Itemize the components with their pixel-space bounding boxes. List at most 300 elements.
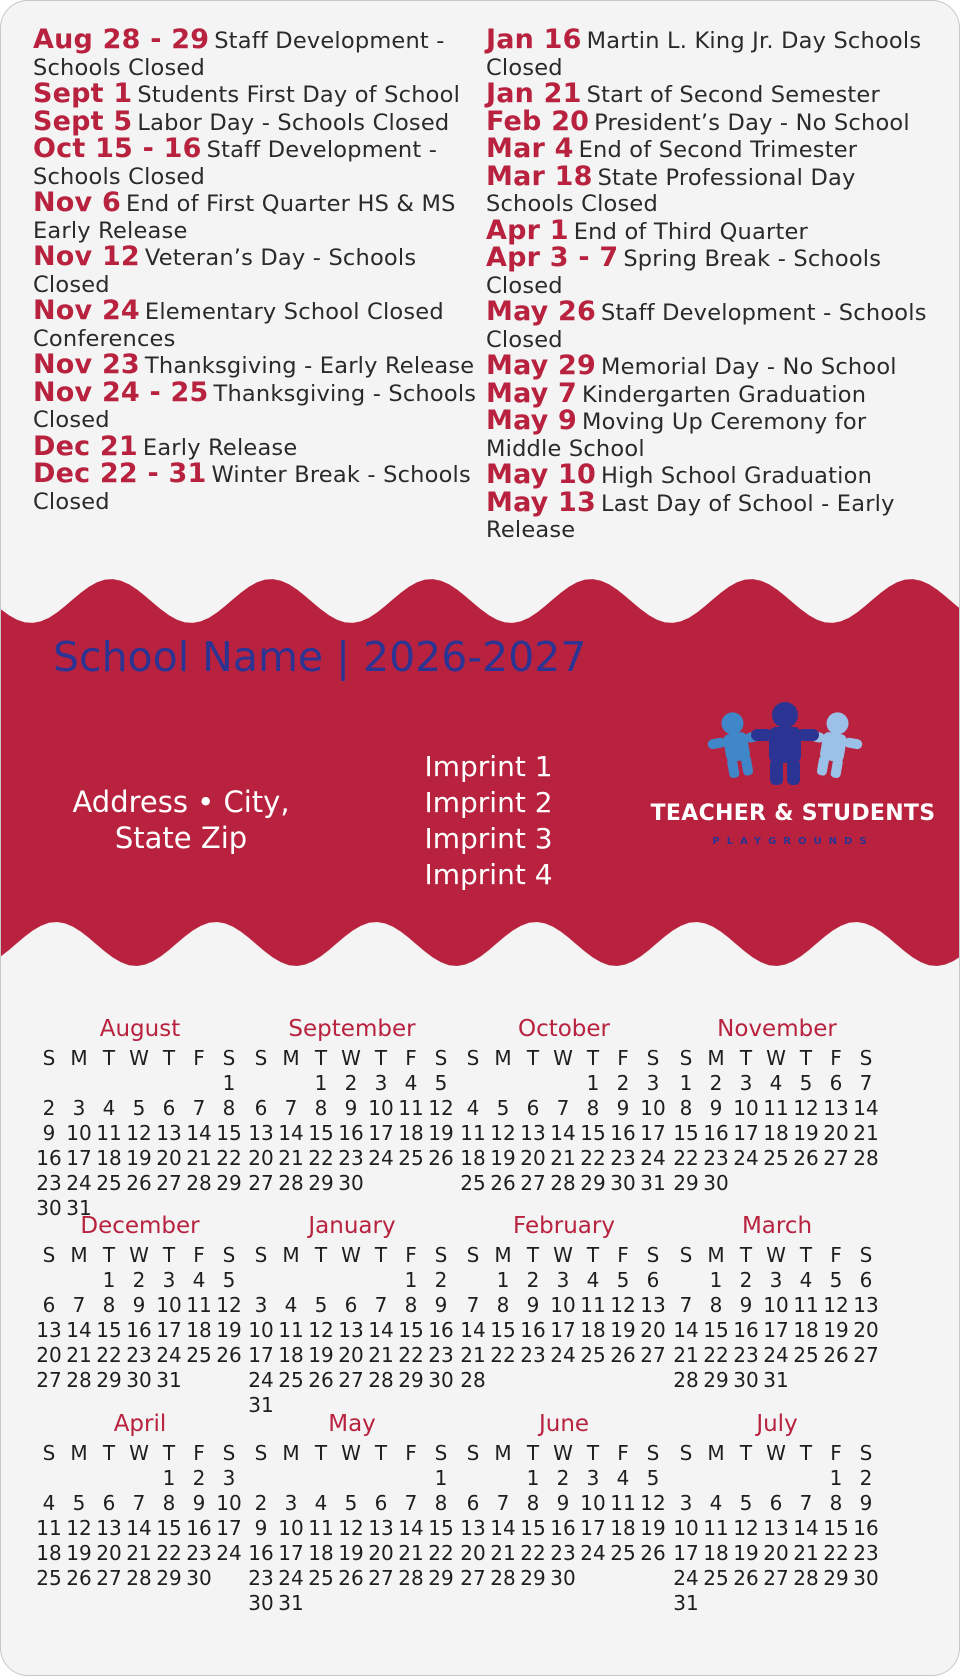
empty-cell [306, 1466, 336, 1491]
month-february [458, 1213, 670, 1393]
day-cell: 20 [460, 1541, 486, 1565]
day-cell: 17 [763, 1318, 789, 1342]
weekday-header: S [679, 1046, 693, 1070]
day-cell: 21 [186, 1146, 212, 1170]
day-cell: 22 [520, 1541, 546, 1565]
day-cell: 25 [763, 1146, 789, 1170]
day-cell: 30 [186, 1566, 212, 1590]
calendar-event [486, 242, 936, 299]
day-cell: 24 [640, 1146, 666, 1170]
calendar-event [486, 133, 936, 164]
day-cell: 24 [156, 1343, 182, 1367]
month-january [246, 1213, 458, 1418]
day-cell: 13 [156, 1121, 182, 1145]
event-date: Nov 6 [33, 187, 121, 218]
day-cell: 30 [126, 1368, 152, 1392]
day-cell: 24 [733, 1146, 759, 1170]
day-cell: 9 [434, 1293, 448, 1317]
day-cell: 31 [156, 1368, 182, 1392]
weekday-header: W [341, 1441, 361, 1465]
calendar-event [486, 350, 936, 381]
weekday-header: F [405, 1046, 417, 1070]
weekday-header: M [494, 1243, 512, 1267]
day-cell: 1 [829, 1466, 843, 1490]
event-date: Oct 15 - 16 [33, 133, 202, 164]
weekday-header: S [254, 1243, 268, 1267]
day-cell: 4 [466, 1096, 480, 1120]
day-cell: 16 [520, 1318, 546, 1342]
day-cell: 23 [186, 1541, 212, 1565]
month-grid [458, 1441, 670, 1591]
event-date: Nov 24 [33, 295, 140, 326]
weekday-header: T [586, 1046, 600, 1070]
day-cell: 30 [338, 1171, 364, 1195]
imprint-list [391, 749, 586, 893]
day-cell: 6 [466, 1491, 480, 1515]
event-description: Early Release [142, 434, 298, 461]
day-cell: 22 [580, 1146, 606, 1170]
weekday-header: T [374, 1243, 388, 1267]
day-cell: 30 [428, 1368, 454, 1392]
month-name: October [517, 1016, 611, 1042]
weekday-header: S [466, 1441, 480, 1465]
day-cell: 22 [703, 1343, 729, 1367]
day-cell: 28 [278, 1171, 304, 1195]
weekday-header: S [466, 1046, 480, 1070]
weekday-header: T [526, 1243, 540, 1267]
event-date: Sept 1 [33, 78, 133, 109]
weekday-header: W [766, 1046, 786, 1070]
day-cell: 16 [550, 1516, 576, 1540]
day-cell: 2 [526, 1268, 540, 1292]
event-date: May 10 [486, 459, 597, 490]
day-cell: 3 [162, 1268, 176, 1292]
day-cell: 10 [248, 1318, 274, 1342]
day-cell: 14 [278, 1121, 304, 1145]
day-cell: 27 [156, 1171, 182, 1195]
day-cell: 10 [640, 1096, 666, 1120]
day-cell: 5 [829, 1268, 843, 1292]
day-cell: 3 [72, 1096, 86, 1120]
day-cell: 30 [853, 1566, 879, 1590]
day-cell: 30 [550, 1566, 576, 1590]
calendar-event [486, 296, 936, 353]
day-cell: 10 [733, 1096, 759, 1120]
day-cell: 4 [42, 1491, 56, 1515]
day-cell: 30 [36, 1196, 62, 1220]
weekday-header: W [553, 1441, 573, 1465]
day-cell: 11 [610, 1491, 636, 1515]
weekday-header: M [282, 1046, 300, 1070]
month-may [246, 1411, 458, 1616]
month-name: February [513, 1213, 615, 1239]
day-cell: 26 [610, 1343, 636, 1367]
event-description: End of Second Trimester [578, 137, 858, 163]
day-cell: 27 [460, 1566, 486, 1590]
day-cell: 10 [673, 1516, 699, 1540]
weekday-header: F [830, 1243, 842, 1267]
weekday-header: S [679, 1441, 693, 1465]
day-cell: 26 [338, 1566, 364, 1590]
weekday-header: S [222, 1046, 236, 1070]
event-date: Nov 24 - 25 [33, 376, 209, 408]
empty-cell [124, 1071, 154, 1096]
day-cell: 25 [460, 1171, 486, 1195]
weekday-header: T [586, 1441, 600, 1465]
day-cell: 12 [66, 1516, 92, 1540]
day-cell: 19 [640, 1516, 666, 1540]
day-cell: 11 [793, 1293, 819, 1317]
weekday-header: T [314, 1243, 328, 1267]
day-cell: 14 [793, 1516, 819, 1540]
day-cell: 26 [793, 1146, 819, 1170]
month-june [458, 1411, 670, 1591]
day-cell: 3 [222, 1466, 236, 1490]
day-cell: 2 [739, 1268, 753, 1292]
weekday-header: M [707, 1046, 725, 1070]
day-cell: 13 [36, 1318, 62, 1342]
day-cell: 5 [496, 1096, 510, 1120]
day-cell: 30 [703, 1171, 729, 1195]
weekday-header: T [314, 1441, 328, 1465]
month-name: May [328, 1411, 376, 1437]
day-cell: 28 [793, 1566, 819, 1590]
weekday-header: S [646, 1046, 660, 1070]
empty-cell [488, 1071, 518, 1096]
day-cell: 31 [673, 1591, 699, 1615]
day-cell: 3 [769, 1268, 783, 1292]
weekday-header: F [830, 1441, 842, 1465]
day-cell: 11 [308, 1516, 334, 1540]
day-cell: 5 [132, 1096, 146, 1120]
month-november [671, 1016, 883, 1196]
day-cell: 23 [36, 1171, 62, 1195]
empty-cell [701, 1466, 731, 1491]
calendar-event [486, 105, 936, 137]
day-cell: 31 [278, 1591, 304, 1615]
weekday-header: W [129, 1243, 149, 1267]
weekday-header: M [70, 1441, 88, 1465]
day-cell: 19 [428, 1121, 454, 1145]
day-cell: 13 [368, 1516, 394, 1540]
logo-subtitle: PLAYGROUNDS [712, 836, 874, 847]
event-date: Mar 4 [486, 133, 574, 164]
day-cell: 7 [192, 1096, 206, 1120]
day-cell: 13 [853, 1293, 879, 1317]
day-cell: 7 [859, 1071, 873, 1095]
day-cell: 25 [703, 1566, 729, 1590]
day-cell: 5 [314, 1293, 328, 1317]
imprint-line: Imprint 4 [424, 858, 553, 891]
weekday-header: T [374, 1046, 388, 1070]
empty-cell [791, 1466, 821, 1491]
day-cell: 31 [640, 1171, 666, 1195]
weekday-header: T [739, 1243, 753, 1267]
day-cell: 13 [338, 1318, 364, 1342]
weekday-header: S [42, 1243, 56, 1267]
day-cell: 17 [733, 1121, 759, 1145]
month-grid [671, 1243, 883, 1393]
day-cell: 9 [192, 1491, 206, 1515]
weekday-header: T [314, 1046, 328, 1070]
day-cell: 10 [66, 1121, 92, 1145]
day-cell: 12 [126, 1121, 152, 1145]
day-cell: 12 [308, 1318, 334, 1342]
calendar-event [486, 377, 936, 409]
weekday-header: S [42, 1046, 56, 1070]
weekday-header: M [70, 1046, 88, 1070]
empty-cell [306, 1268, 336, 1293]
day-cell: 26 [216, 1343, 242, 1367]
weekday-header: F [617, 1243, 629, 1267]
event-description: Labor Day - Schools Closed [137, 109, 450, 136]
day-cell: 9 [344, 1096, 358, 1120]
day-cell: 12 [640, 1491, 666, 1515]
day-cell: 18 [703, 1541, 729, 1565]
day-cell: 6 [102, 1491, 116, 1515]
calendar-event [33, 430, 483, 462]
day-cell: 14 [490, 1516, 516, 1540]
event-description: Kindergarten Graduation [582, 381, 867, 408]
empty-cell [246, 1268, 276, 1293]
day-cell: 6 [42, 1293, 56, 1317]
day-cell: 10 [580, 1491, 606, 1515]
day-cell: 12 [338, 1516, 364, 1540]
day-cell: 29 [398, 1368, 424, 1392]
event-description: Staff Development - Schools Closed [486, 300, 927, 353]
day-cell: 2 [42, 1096, 56, 1120]
day-cell: 4 [769, 1071, 783, 1095]
day-cell: 22 [673, 1146, 699, 1170]
day-cell: 23 [520, 1343, 546, 1367]
day-cell: 8 [829, 1491, 843, 1515]
day-cell: 2 [434, 1268, 448, 1292]
calendar-event [486, 459, 936, 490]
day-cell: 15 [428, 1516, 454, 1540]
day-cell: 25 [308, 1566, 334, 1590]
weekday-header: M [494, 1046, 512, 1070]
day-cell: 20 [763, 1541, 789, 1565]
day-cell: 6 [829, 1071, 843, 1095]
day-cell: 11 [460, 1121, 486, 1145]
weekday-header: W [129, 1441, 149, 1465]
day-cell: 3 [679, 1491, 693, 1515]
day-cell: 21 [490, 1541, 516, 1565]
day-cell: 12 [428, 1096, 454, 1120]
day-cell: 31 [66, 1196, 92, 1220]
day-cell: 2 [709, 1071, 723, 1095]
day-cell: 12 [793, 1096, 819, 1120]
day-cell: 25 [580, 1343, 606, 1367]
day-cell: 24 [368, 1146, 394, 1170]
day-cell: 29 [156, 1566, 182, 1590]
event-description: Staff Development - Schools Closed [33, 137, 438, 190]
day-cell: 14 [673, 1318, 699, 1342]
day-cell: 2 [344, 1071, 358, 1095]
month-name: December [80, 1213, 200, 1239]
day-cell: 20 [368, 1541, 394, 1565]
day-cell: 9 [709, 1096, 723, 1120]
day-cell: 1 [162, 1466, 176, 1490]
weekday-header: S [466, 1243, 480, 1267]
weekday-header: M [707, 1243, 725, 1267]
school-address [61, 784, 301, 856]
day-cell: 20 [36, 1343, 62, 1367]
day-cell: 4 [616, 1466, 630, 1490]
day-cell: 26 [733, 1566, 759, 1590]
day-cell: 3 [254, 1293, 268, 1317]
day-cell: 18 [186, 1318, 212, 1342]
day-cell: 7 [404, 1491, 418, 1515]
day-cell: 24 [550, 1343, 576, 1367]
day-cell: 7 [679, 1293, 693, 1317]
weekday-header: S [859, 1046, 873, 1070]
day-cell: 24 [248, 1368, 274, 1392]
address-line-2: State Zip [114, 821, 248, 855]
event-date: May 9 [486, 405, 578, 436]
weekday-header: T [162, 1441, 176, 1465]
day-cell: 4 [192, 1268, 206, 1292]
empty-cell [731, 1466, 761, 1491]
address-line-1: Address • City, [72, 785, 290, 819]
day-cell: 14 [368, 1318, 394, 1342]
day-cell: 23 [703, 1146, 729, 1170]
event-description: Veteran’s Day - Schools Closed [33, 245, 417, 298]
day-cell: 29 [428, 1566, 454, 1590]
day-cell: 8 [679, 1096, 693, 1120]
calendar-event [33, 187, 483, 244]
day-cell: 3 [739, 1071, 753, 1095]
day-cell: 28 [460, 1368, 486, 1392]
day-cell: 18 [580, 1318, 606, 1342]
day-cell: 23 [338, 1146, 364, 1170]
day-cell: 12 [490, 1121, 516, 1145]
event-description: Staff Development - Schools Closed [33, 28, 445, 81]
month-grid [458, 1243, 670, 1393]
day-cell: 9 [616, 1096, 630, 1120]
calendar-event [33, 349, 483, 380]
month-name: June [538, 1411, 590, 1437]
month-name: January [308, 1213, 396, 1239]
day-cell: 7 [374, 1293, 388, 1317]
weekday-header: T [526, 1046, 540, 1070]
day-cell: 8 [162, 1491, 176, 1515]
day-cell: 11 [96, 1121, 122, 1145]
day-cell: 25 [793, 1343, 819, 1367]
day-cell: 17 [640, 1121, 666, 1145]
event-description: Martin L. King Jr. Day Schools Closed [486, 28, 922, 81]
day-cell: 18 [793, 1318, 819, 1342]
day-cell: 6 [526, 1096, 540, 1120]
weekday-header: F [617, 1046, 629, 1070]
day-cell: 9 [556, 1491, 570, 1515]
month-september [246, 1016, 458, 1196]
weekday-header: S [646, 1441, 660, 1465]
empty-cell [34, 1466, 64, 1491]
day-cell: 8 [709, 1293, 723, 1317]
day-cell: 1 [102, 1268, 116, 1292]
empty-cell [671, 1268, 701, 1293]
day-cell: 18 [610, 1516, 636, 1540]
weekday-header: F [405, 1441, 417, 1465]
day-cell: 7 [799, 1491, 813, 1515]
day-cell: 24 [66, 1171, 92, 1195]
day-cell: 21 [66, 1343, 92, 1367]
day-cell: 8 [222, 1096, 236, 1120]
event-description: End of First Quarter HS & MS Early Release [33, 191, 456, 244]
day-cell: 25 [398, 1146, 424, 1170]
weekday-header: S [42, 1441, 56, 1465]
calendar-event [486, 214, 936, 246]
day-cell: 21 [673, 1343, 699, 1367]
weekday-header: T [102, 1046, 116, 1070]
weekday-header: S [254, 1046, 268, 1070]
people-figures-icon [695, 701, 875, 791]
day-cell: 19 [338, 1541, 364, 1565]
event-description: Spring Break - Schools Closed [486, 246, 882, 299]
event-date: Feb 20 [486, 105, 590, 137]
day-cell: 5 [72, 1491, 86, 1515]
day-cell: 20 [338, 1343, 364, 1367]
weekday-header: S [222, 1243, 236, 1267]
day-cell: 28 [853, 1146, 879, 1170]
day-cell: 31 [248, 1393, 274, 1417]
day-cell: 24 [763, 1343, 789, 1367]
school-title: School Name | 2026-2027 [53, 633, 587, 681]
day-cell: 23 [428, 1343, 454, 1367]
weekday-header: S [859, 1441, 873, 1465]
calendar-event [33, 78, 483, 109]
empty-cell [246, 1071, 276, 1096]
calendar-event [33, 133, 483, 190]
day-cell: 29 [308, 1171, 334, 1195]
day-cell: 25 [278, 1368, 304, 1392]
day-cell: 8 [586, 1096, 600, 1120]
empty-cell [94, 1071, 124, 1096]
day-cell: 19 [610, 1318, 636, 1342]
day-cell: 1 [434, 1466, 448, 1490]
month-grid [246, 1243, 458, 1418]
imprint-line: Imprint 3 [424, 822, 553, 855]
day-cell: 19 [793, 1121, 819, 1145]
day-cell: 29 [520, 1566, 546, 1590]
day-cell: 22 [398, 1343, 424, 1367]
day-cell: 15 [703, 1318, 729, 1342]
event-description: Last Day of School - Early Release [486, 490, 895, 543]
day-cell: 15 [823, 1516, 849, 1540]
day-cell: 3 [586, 1466, 600, 1490]
day-cell: 4 [799, 1268, 813, 1292]
day-cell: 20 [156, 1146, 182, 1170]
event-date: Aug 28 - 29 [33, 24, 210, 55]
day-cell: 7 [132, 1491, 146, 1515]
day-cell: 8 [526, 1491, 540, 1515]
day-cell: 16 [610, 1121, 636, 1145]
event-date: Dec 22 - 31 [33, 458, 207, 489]
day-cell: 14 [460, 1318, 486, 1342]
day-cell: 21 [398, 1541, 424, 1565]
empty-cell [488, 1466, 518, 1491]
day-cell: 26 [428, 1146, 454, 1170]
weekday-header: F [193, 1243, 205, 1267]
day-cell: 21 [793, 1541, 819, 1565]
calendar-event [486, 24, 936, 81]
day-cell: 28 [368, 1368, 394, 1392]
empty-cell [458, 1268, 488, 1293]
day-cell: 27 [823, 1146, 849, 1170]
weekday-header: M [494, 1441, 512, 1465]
calendar-event [33, 295, 483, 352]
